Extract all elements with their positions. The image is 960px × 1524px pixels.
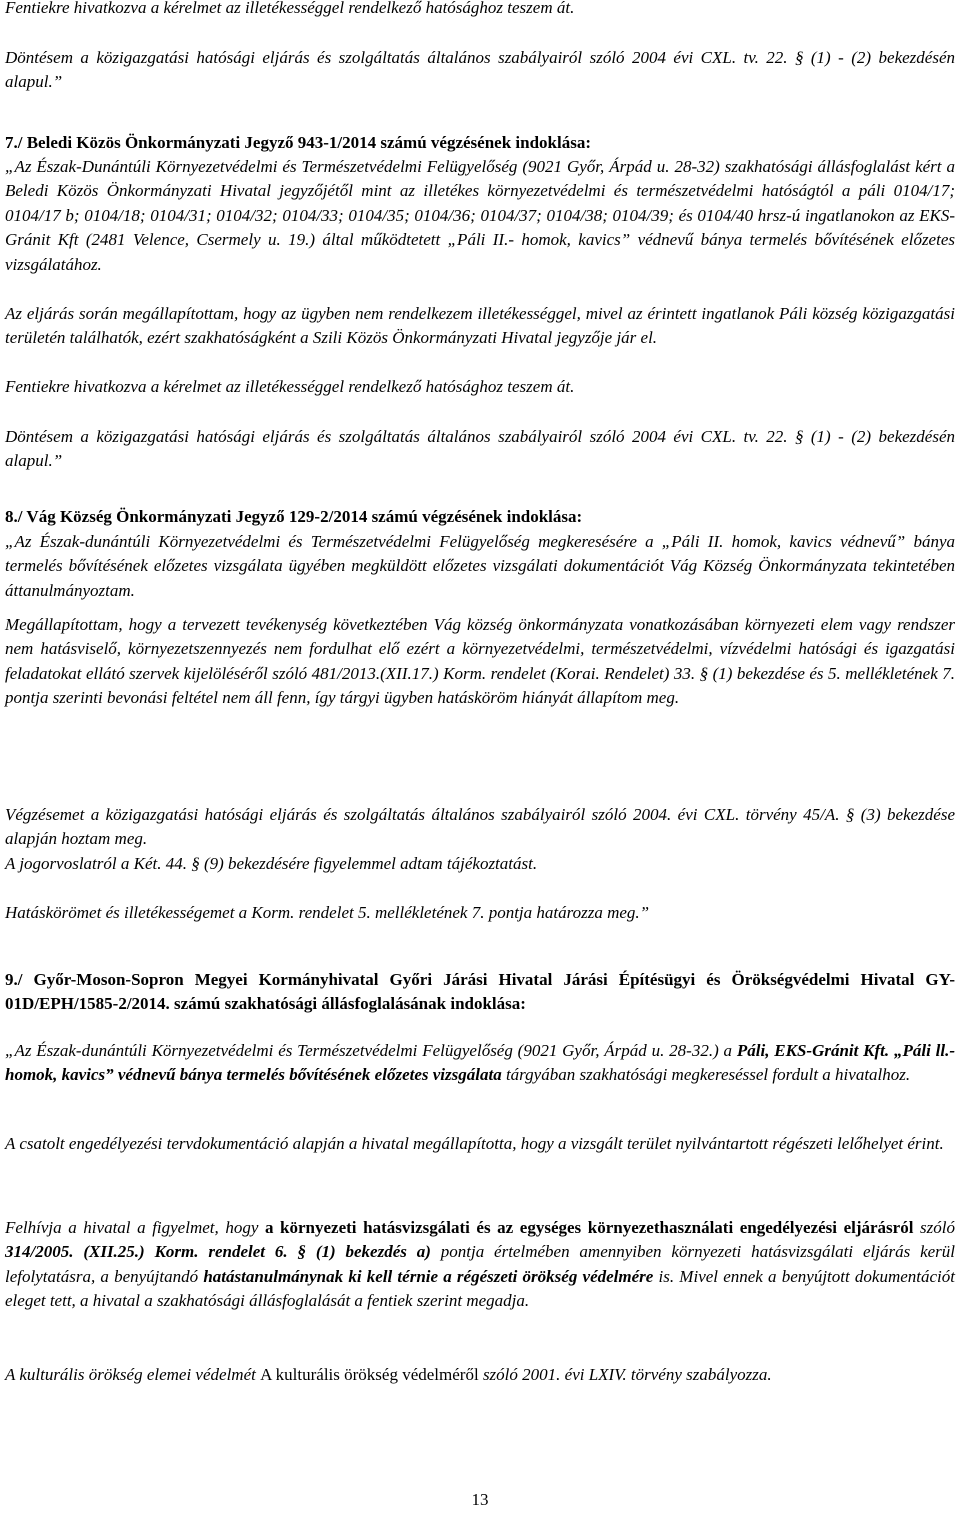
paragraph-p04 [5, 155, 955, 277]
paragraph-p12 [5, 852, 955, 876]
paragraph-p07 [5, 425, 955, 474]
text-run: hatástanulmánynak ki kell térnie a régészeti örökség védelmére [203, 1266, 654, 1286]
text-run: „Az Észak-dunántúli Környezetvédelmi és Természetvédelmi Felügyelőség megkeresésére a „Páli II. homok, kavics védnevű” bánya termelés bővítésének előzetes vizsgálata ügyében megküldött előzetes vizsgálati dokumentációt Vág Község Önkormányzata tekintetében áttanulmányoztam. [5, 532, 955, 600]
text-run: Döntésem a közigazgatási hatósági eljárás és szolgáltatás általános szabályairól szóló 2004 évi CXL. tv. 22. § (1) - (2) bekezdésén alapul.” [5, 427, 955, 471]
text-run: „Az Észak-Dunántúli Környezetvédelmi és Természetvédelmi Felügyelőség (9021 Győr, Árpád u. 28-32) szakhatósági állásfoglalást kért a Beledi Közös Önkormányzati Hivatal jegyzőjétől mint az illetékes környezetvédelmi és természetvédelmi hatóságtól a páli 0104/17; 0104/17 b; 0104/18; 0104/31; 0104/32; 0104/33; 0104/35; 0104/36; 0104/37; 0104/38; 0104/39; és 0104/40 hrsz-ú ingatlanokon az EKS-Gránit Kft (2481 Velence, Csermely u. 19.) által működtetett „Páli II.- homok, kavics” védnevű bánya termelés bővítésének előzetes vizsgálatához. [5, 157, 955, 274]
text-run: Végzésemet a közigazgatási hatósági eljárás és szolgáltatás általános szabályairól szóló 2004. évi CXL. törvény 45/A. § (3) bekezdése alapján hoztam meg. [5, 805, 955, 849]
text-run: Páli, EKS-Gránit Kft. „Páli ll.-homok, kavics” védnevű bánya termelés bővítésének előzetes vizsgálata [5, 1041, 955, 1085]
text-run: szóló [913, 1218, 955, 1237]
text-run: Megállapítottam, hogy a tervezett tevékenység következtében Vág község önkormányzata vonatkozásában környezeti elem vagy rendszer nem hatásviselő, környezetszennyezés nem fordulhat elő ezért a környezetvédelmi, természetvédelmi, vízvédelmi hatósági és igazgatási feladatokat ellátó szervek kijelöléséről szóló 481/2013.(XII.17.) Korm. rendelet (Korai. Rendelet) 33. § (1) bekezdése és 5. mellékletének 7. pontja szerinti bevonási feltétel nem áll fenn, így tárgyi ügyben hatásköröm hiányát állapítom meg. [5, 615, 955, 708]
paragraph-p14 [5, 968, 955, 1017]
text-run: Fentiekre hivatkozva a kérelmet az illetékességgel rendelkező hatósághoz teszem át. [5, 0, 575, 17]
page-number: 13 [471, 1490, 489, 1509]
paragraph-p08 [5, 505, 955, 529]
paragraph-p01 [5, 0, 955, 20]
paragraph-p05 [5, 302, 955, 351]
paragraph-p11 [5, 803, 955, 852]
paragraph-p10 [5, 613, 955, 711]
text-run: 9./ Győr-Moson-Sopron Megyei Kormányhivatal Győri Járási Hivatal Járási Építésügyi és Örökségvédelmi Hivatal GY-01D/EPH/1585-2/2014. számú szakhatósági állásfoglalásának indoklása: [5, 970, 955, 1014]
text-run: A csatolt engedélyezési tervdokumentáció alapján a hivatal megállapította, hogy a vizsgált terület nyilvántartott régészeti lelőhelyet érint. [5, 1134, 944, 1153]
text-run: is. Mivel ennek a benyújtott dokumentációt eleget tett, a hivatal a szakhatósági állásfoglalását a fentiek szerint megadja. [5, 1266, 955, 1311]
text-run: 7./ Beledi Közös Önkormányzati Jegyző 943-1/2014 számú végzésének indoklása: [5, 133, 592, 152]
text-run: tárgyában szakhatósági megkereséssel fordult a hivatalhoz. [501, 1065, 911, 1085]
paragraph-p17 [5, 1216, 955, 1314]
paragraph-p06 [5, 375, 955, 399]
text-run: Felhívja a hivatal a figyelmet, hogy [5, 1218, 265, 1237]
text-run: A kulturális örökség védelméről [260, 1365, 479, 1384]
paragraph-p03 [5, 131, 955, 155]
paragraph-p16 [5, 1132, 955, 1156]
text-run: „Az Észak-dunántúli Környezetvédelmi és Természetvédelmi Felügyelőség (9021 Győr, Árpád u. 28-32.) a [5, 1041, 737, 1060]
text-run: Az eljárás során megállapítottam, hogy az ügyben nem rendelkezem illetékességgel, mivel az érintett ingatlanok Páli község közigazgatási területén találhatók, ezért szakhatóságként a Szili Közös Önkormányzati Hivatal jegyzője jár el. [5, 304, 955, 348]
paragraph-p18 [5, 1363, 955, 1387]
paragraph-p15 [5, 1039, 955, 1088]
text-run: pontja értelmében amennyiben környezeti hatásvizsgálati eljárás kerül lefolytatásra, a benyújtandó [5, 1242, 955, 1286]
paragraph-p02 [5, 46, 955, 95]
text-run: A jogorvoslatról a Két. 44. § (9) bekezdésére figyelemmel adtam tájékoztatást. [5, 854, 538, 873]
text-run: szóló 2001. évi LXIV. törvény szabályozza. [478, 1365, 772, 1384]
text-run: 314/2005. (XII.25.) Korm. rendelet 6. § (1) bekezdés a) [5, 1242, 431, 1262]
text-run: Fentiekre hivatkozva a kérelmet az illetékességgel rendelkező hatósághoz teszem át. [5, 377, 575, 396]
paragraph-p13 [5, 901, 955, 925]
paragraph-p09 [5, 530, 955, 603]
text-run: a környezeti hatásvizsgálati és az egységes környezethasználati engedélyezési eljárásról [264, 1218, 914, 1237]
text-run: Döntésem a közigazgatási hatósági eljárás és szolgáltatás általános szabályairól szóló 2004 évi CXL. tv. 22. § (1) - (2) bekezdésén alapul.” [5, 48, 955, 92]
text-run: Hatáskörömet és illetékességemet a Korm. rendelet 5. mellékletének 7. pontja határozza meg.” [5, 903, 650, 922]
text-run: 8./ Vág Község Önkormányzati Jegyző 129-2/2014 számú végzésének indoklása: [5, 507, 583, 526]
text-run: A kulturális örökség elemei védelmét [5, 1365, 261, 1384]
